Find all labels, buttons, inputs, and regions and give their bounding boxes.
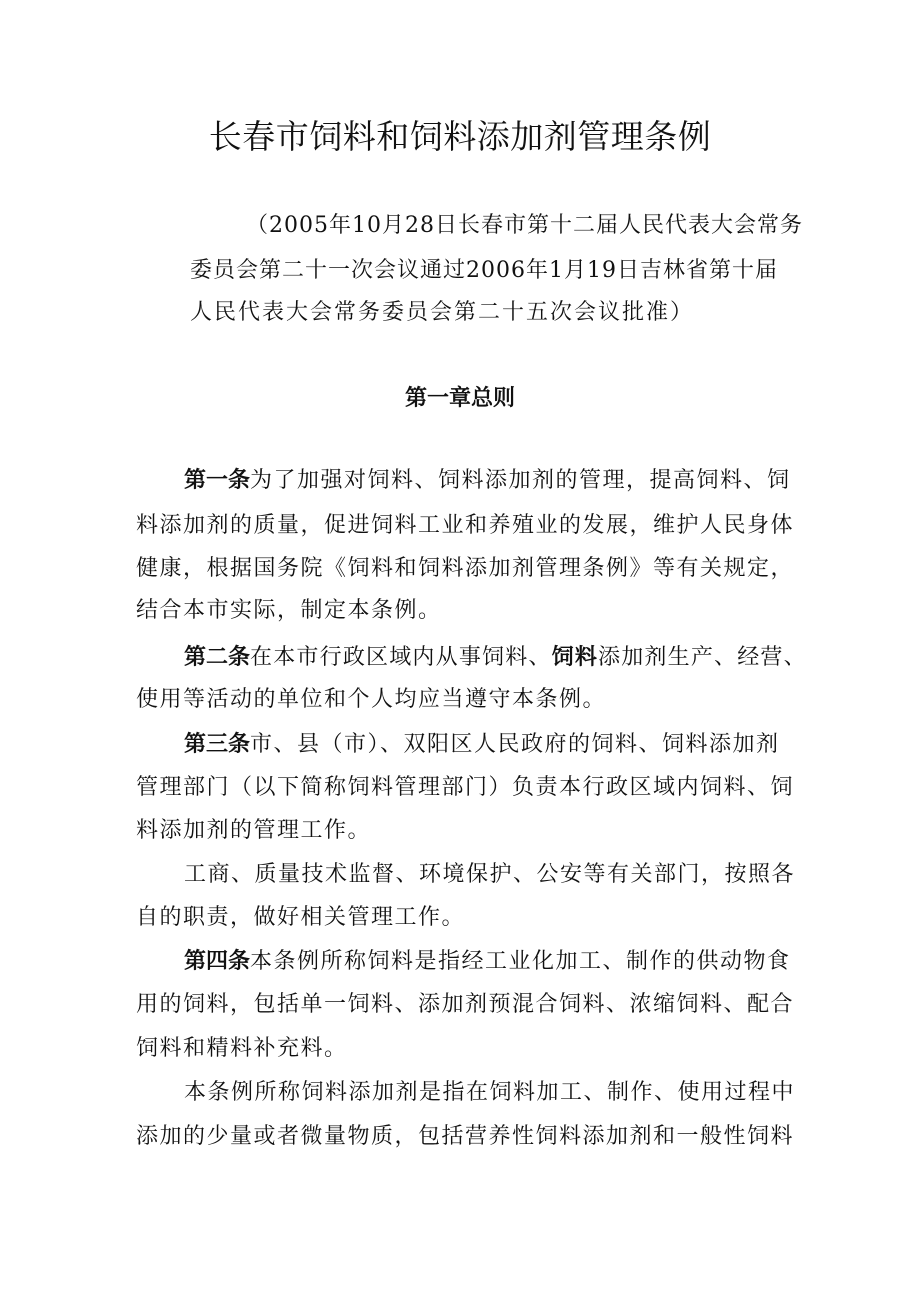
article-1-text: 为了加强对饲料、饲料添加剂的管理，提高饲料、饲 <box>250 468 791 493</box>
article-4-label: 第四条 <box>184 949 251 974</box>
article-2-line-2: 使用等活动的单位和个人均应当遵守本条例。 <box>136 687 607 712</box>
article-2-label: 第二条 <box>184 645 251 670</box>
article-3-para-2-line-2: 自的职责，做好相关管理工作。 <box>136 905 466 930</box>
subtitle-line-2: 委员会第二十一次会议通过2006年1月19日吉林省第十届 <box>190 258 778 283</box>
article-3-para-2-line-1: 工商、质量技术监督、环境保护、公安等有关部门，按照各 <box>184 862 796 887</box>
article-3-line-1 <box>184 730 780 760</box>
document-title: 长春市饲料和饲料添加剂管理条例 <box>208 117 712 156</box>
chapter-title: 第一章总则 <box>404 386 515 411</box>
article-4-para-2-line-1: 本条例所称饲料添加剂是指在饲料加工、制作、使用过程中 <box>184 1080 796 1105</box>
article-1-line-2: 料添加剂的质量，促进饲料工业和养殖业的发展，维护人民身体 <box>136 513 795 538</box>
article-1-line-4: 结合本市实际，制定本条例。 <box>136 598 442 623</box>
subtitle-line-3: 人民代表大会常务委员会第二十五次会议批准） <box>190 300 695 325</box>
article-3-line-3: 料添加剂的管理工作。 <box>136 818 372 843</box>
article-2-line-1 <box>184 643 807 673</box>
article-1-label: 第一条 <box>184 468 251 493</box>
article-4-line-2: 用的饲料，包括单一饲料、添加剂预混合饲料、浓缩饲料、配合 <box>136 992 795 1017</box>
article-2-text-a: 在本市行政区域内从事饲料、 <box>250 645 552 670</box>
article-3-line-2: 管理部门（以下简称饲料管理部门）负责本行政区域内饲料、饲 <box>136 775 795 800</box>
article-3-text: 市、县（市）、双阳区人民政府的饲料、饲料添加剂 <box>250 732 780 757</box>
article-2-text-b: 添加剂生产、经营、 <box>598 645 807 670</box>
subtitle-line-1: （2005年10月28日长春市第十二届人民代表大会常务 <box>246 213 803 238</box>
article-4-line-3: 饲料和精料补充料。 <box>136 1036 348 1061</box>
article-1-line-3: 健康，根据国务院《饲料和饲料添加剂管理条例》等有关规定， <box>136 556 795 581</box>
article-2-text-bold: 饲料 <box>551 645 599 670</box>
article-4-para-2-line-2: 添加的少量或者微量物质，包括营养性饲料添加剂和一般性饲料 <box>136 1124 795 1149</box>
article-1-line-1 <box>184 466 791 496</box>
article-4-line-1 <box>184 947 791 977</box>
article-4-text: 本条例所称饲料是指经工业化加工、制作的供动物食 <box>250 949 791 974</box>
article-3-label: 第三条 <box>184 732 251 757</box>
